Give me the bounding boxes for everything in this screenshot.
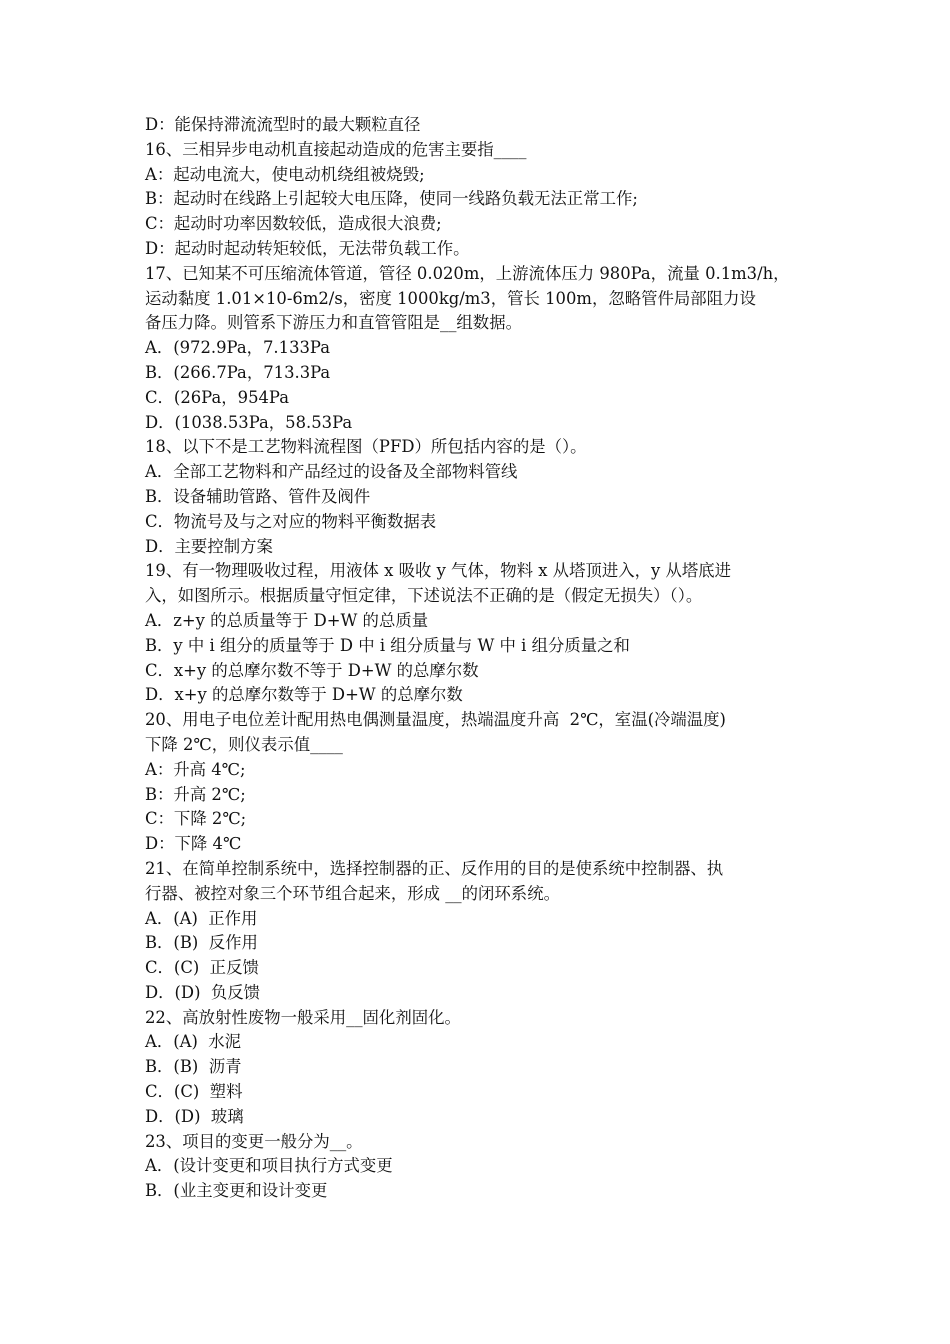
option-c-q17: C．(26Pa，954Pa xyxy=(145,387,289,407)
option-c-q18: C．物流号及与之对应的物料平衡数据表 xyxy=(145,511,437,531)
option-b-q23: B．(业主变更和设计变更 xyxy=(145,1181,328,1201)
option-d-q21: D．(D) 负反馈 xyxy=(145,982,261,1002)
option-a-q18: A．全部工艺物料和产品经过的设备及全部物料管线 xyxy=(145,462,518,482)
question-20-line-2: 下降 2℃，则仪表示值____ xyxy=(145,734,343,754)
question-17-line-3: 备压力降。则管系下游压力和直管管阻是__组数据。 xyxy=(145,313,522,333)
option-c-q19: C．x+y 的总摩尔数不等于 D+W 的总摩尔数 xyxy=(145,660,479,680)
question-17-line-1: 17、已知某不可压缩流体管道，管径 0.020m，上游流体压力 980Pa，流量 0.1m3/h， xyxy=(145,263,790,283)
question-21-line-2: 行器、被控对象三个环节组合起来，形成 __的闭环系统。 xyxy=(145,883,560,903)
question-19-line-2: 入，如图所示。根据质量守恒定律，下述说法不正确的是（假定无损失）（）。 xyxy=(145,586,703,606)
question-18: 18、以下不是工艺物料流程图（PFD）所包括内容的是（）。 xyxy=(145,437,587,457)
option-a-q20: A：升高 4℃; xyxy=(145,759,246,779)
option-d-q17: D．(1038.53Pa，58.53Pa xyxy=(145,412,353,432)
option-a-q16: A：起动电流大，使电动机绕组被烧毁; xyxy=(145,164,425,184)
option-d-q22: D．(D) 玻璃 xyxy=(145,1106,244,1126)
document-page xyxy=(145,113,810,1204)
option-c-q20: C：下降 2℃; xyxy=(145,809,247,829)
option-d-q15: D：能保持滞流流型时的最大颗粒直径 xyxy=(145,115,421,134)
option-d-q16: D：起动时起动转矩较低，无法带负载工作。 xyxy=(145,238,470,258)
option-b-q21: B．(B) 反作用 xyxy=(145,933,258,953)
question-21-line-1: 21、在简单控制系统中，选择控制器的正、反作用的目的是使系统中控制器、执 xyxy=(145,858,724,878)
option-c-q22: C．(C) 塑料 xyxy=(145,1082,243,1102)
option-d-q20: D：下降 4℃ xyxy=(145,834,242,854)
option-a-q23: A．(设计变更和项目执行方式变更 xyxy=(145,1156,393,1176)
question-23: 23、项目的变更一般分为__。 xyxy=(145,1131,363,1151)
option-b-q18: B．设备辅助管路、管件及阀件 xyxy=(145,486,371,506)
option-a-q22: A．(A) 水泥 xyxy=(145,1032,242,1052)
option-b-q19: B．y 中 i 组分的质量等于 D 中 i 组分质量与 W 中 i 组分质量之和 xyxy=(145,635,630,655)
option-a-q21: A．(A) 正作用 xyxy=(145,908,258,928)
question-22: 22、高放射性废物一般采用__固化剂固化。 xyxy=(145,1007,461,1027)
option-d-q19: D．x+y 的总摩尔数等于 D+W 的总摩尔数 xyxy=(145,685,463,705)
option-c-q21: C．(C) 正反馈 xyxy=(145,958,259,978)
question-19-line-1: 19、有一物理吸收过程，用液体 x 吸收 y 气体，物料 x 从塔顶进入，y 从塔底进 xyxy=(145,561,732,581)
option-b-q22: B．(B) 沥青 xyxy=(145,1057,242,1077)
option-d-q18: D．主要控制方案 xyxy=(145,536,273,556)
question-16: 16、三相异步电动机直接起动造成的危害主要指____ xyxy=(145,139,527,159)
option-b-q16: B：起动时在线路上引起较大电压降，使同一线路负载无法正常工作; xyxy=(145,189,638,209)
option-b-q20: B：升高 2℃; xyxy=(145,784,246,804)
question-20-line-1: 20、用电子电位差计配用热电偶测量温度，热端温度升高 2℃，室温(冷端温度) xyxy=(145,710,726,730)
option-a-q19: A．z+y 的总质量等于 D+W 的总质量 xyxy=(145,610,429,630)
option-b-q17: B．(266.7Pa，713.3Pa xyxy=(145,362,331,382)
option-c-q16: C：起动时功率因数较低，造成很大浪费; xyxy=(145,214,442,234)
option-a-q17: A．(972.9Pa，7.133Pa xyxy=(145,338,330,358)
question-17-line-2: 运动黏度 1.01×10-6m2/s，密度 1000kg/m3，管长 100m，忽略管件局部阻力设 xyxy=(145,288,756,308)
